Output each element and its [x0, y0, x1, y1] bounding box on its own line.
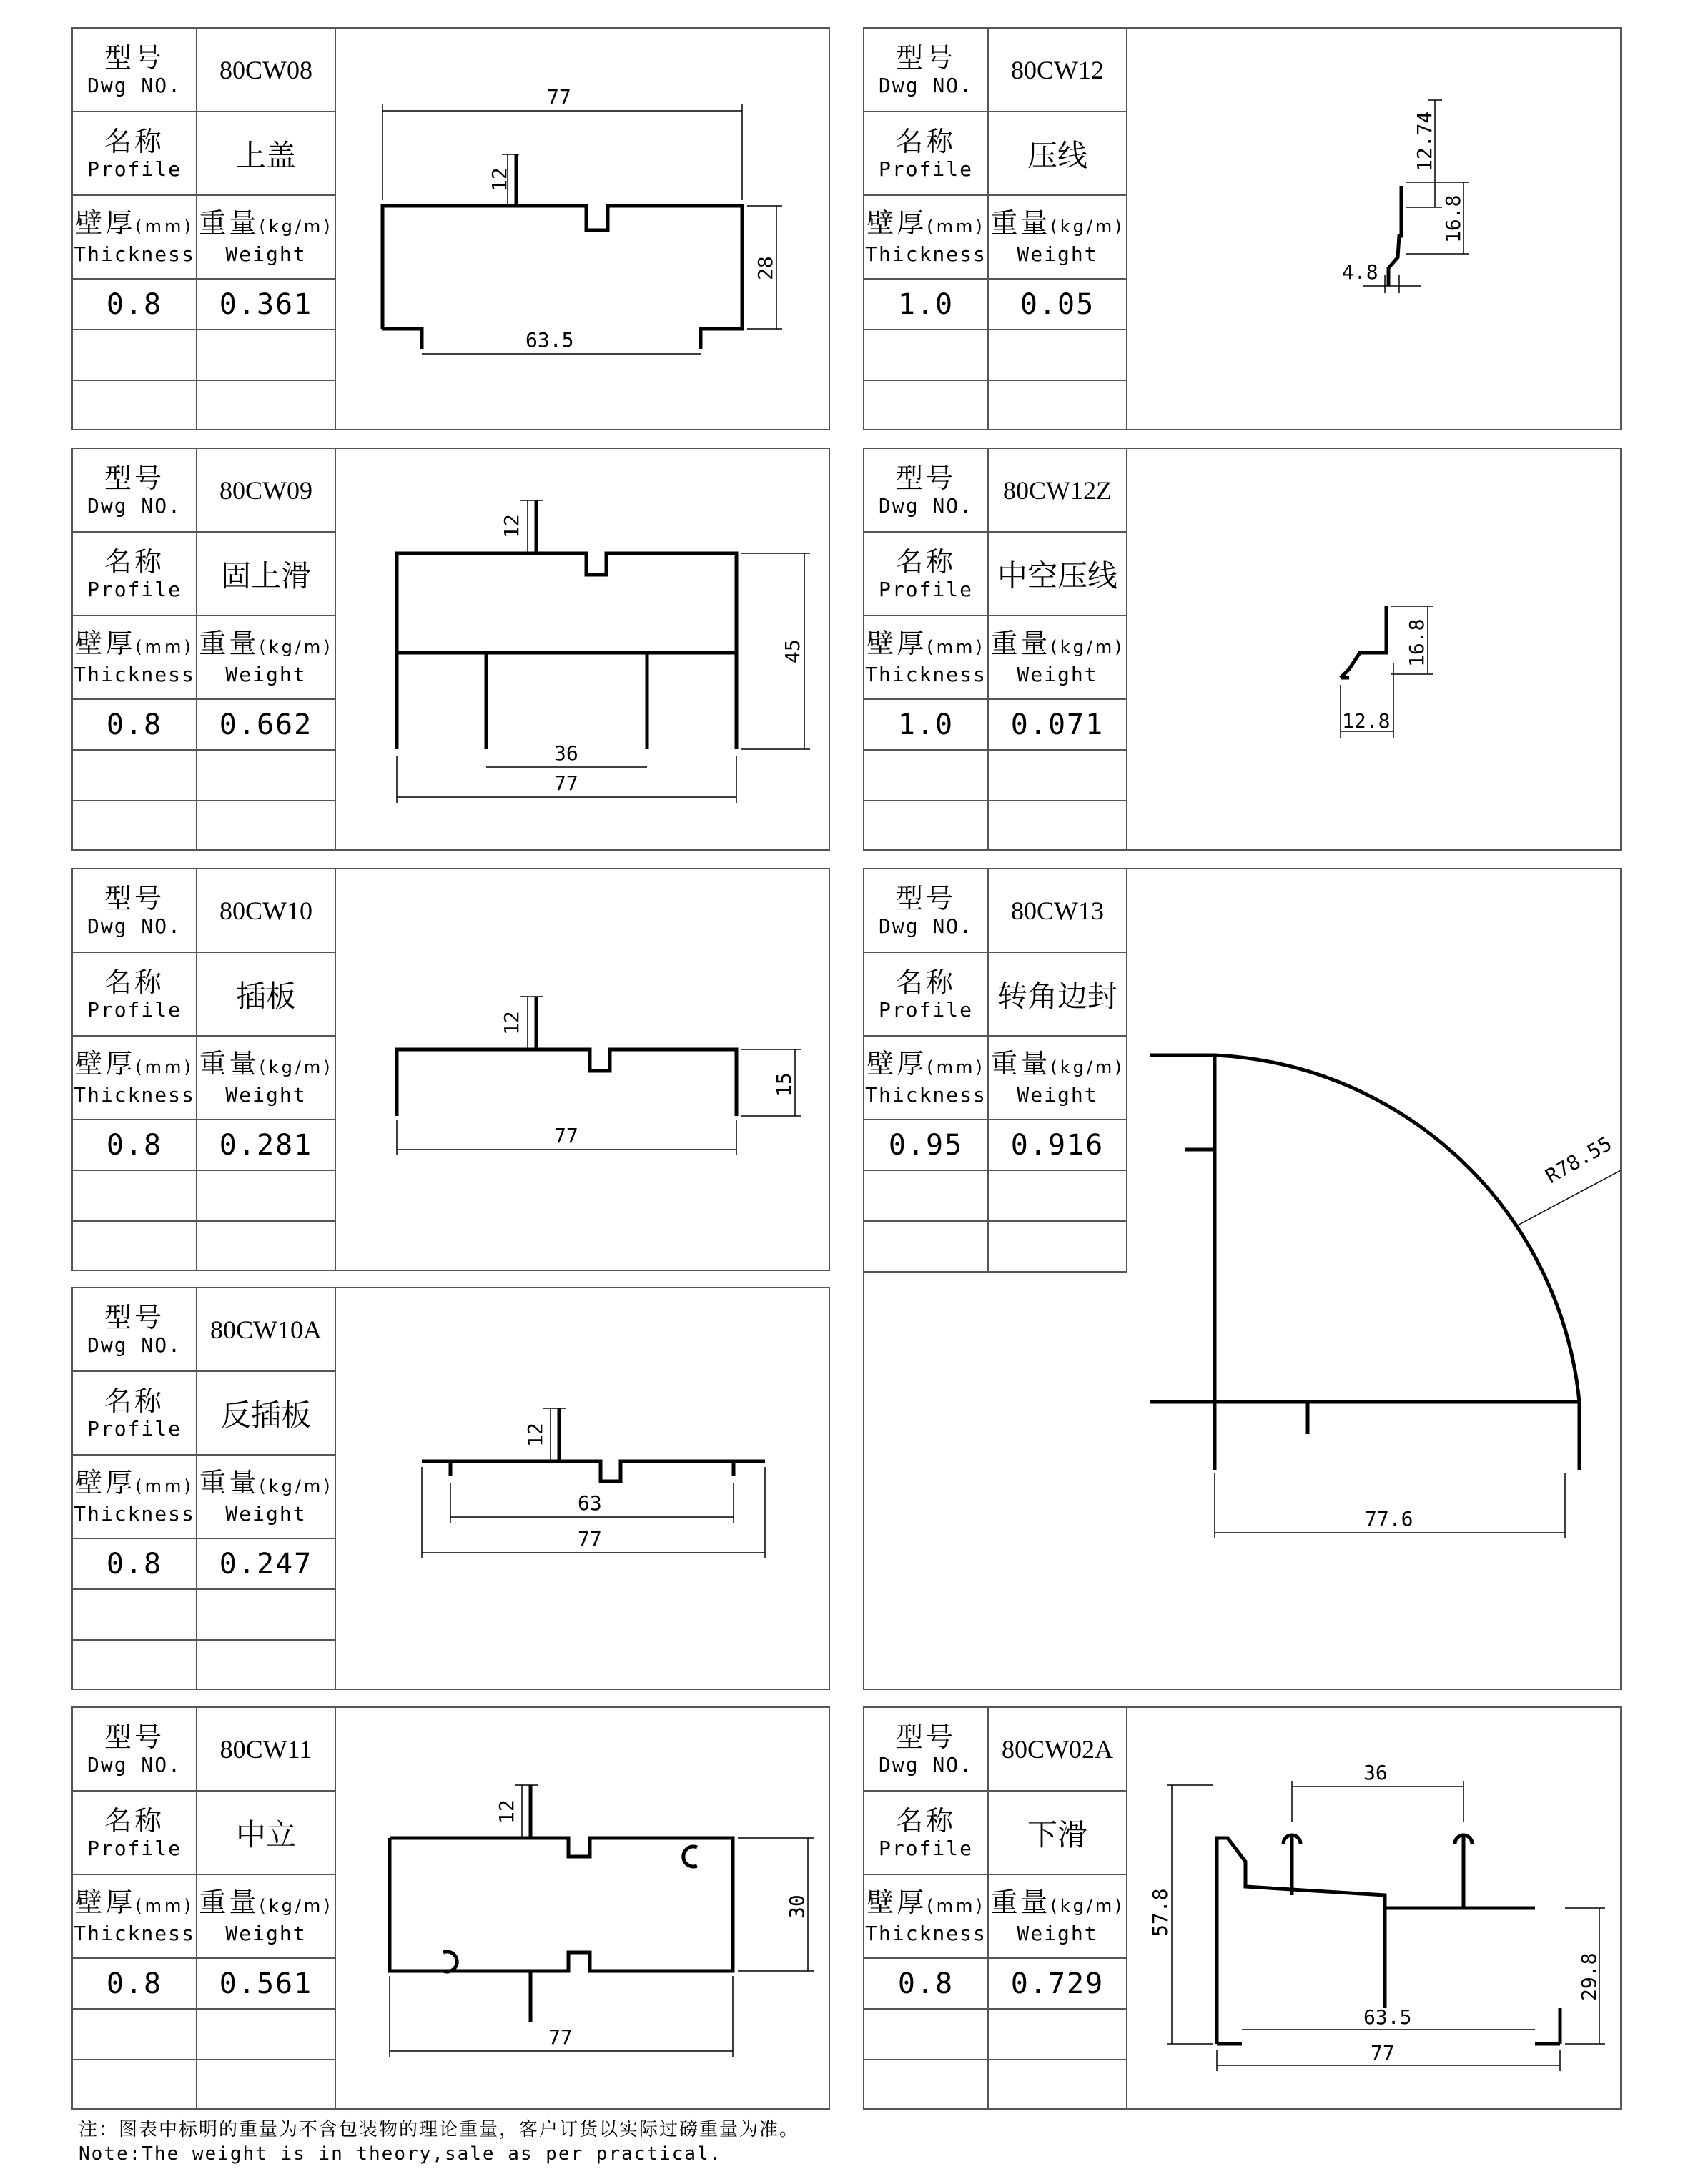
weight-value: 0.281 [197, 1120, 335, 1171]
empty-cell [989, 330, 1126, 381]
dim-fin: 12 [500, 1011, 523, 1035]
profile-label: 名称 Profile [73, 1372, 197, 1456]
dim-height: 16.8 [1441, 194, 1465, 243]
dwg-number: 80CW11 [197, 1708, 335, 1792]
spec-table [864, 1708, 1127, 2108]
dim-height: 15 [772, 1072, 796, 1097]
dim-width: 77 [1371, 2041, 1395, 2065]
dim-radius: R78.55 [1541, 1131, 1616, 1189]
profile-panel-80cw08 [71, 27, 830, 430]
dwg-number: 80CW12Z [989, 449, 1126, 533]
dim-foot: 4.8 [1342, 260, 1378, 284]
dim-width: 77 [547, 85, 571, 109]
empty-cell [73, 1222, 197, 1271]
weight-label: 重量(kg/m) Weight [989, 1875, 1126, 1959]
dwg-label: 型号 Dwg NO. [73, 869, 197, 953]
dim-inner: 63.5 [1363, 2005, 1412, 2029]
weight-label: 重量(kg/m) Weight [989, 1037, 1126, 1120]
weight-value: 0.662 [197, 700, 335, 751]
empty-cell [73, 2010, 197, 2060]
profile-name: 上盖 [197, 112, 335, 196]
spec-table [73, 29, 336, 429]
spec-table [864, 449, 1127, 849]
weight-value: 0.916 [989, 1120, 1126, 1171]
weight-value: 0.05 [989, 280, 1126, 330]
profile-label: 名称 Profile [73, 1792, 197, 1875]
profile-drawing [336, 1708, 829, 2108]
thickness-value: 0.8 [73, 1959, 197, 2010]
profile-name: 转角边封 [989, 953, 1126, 1037]
spec-table [73, 449, 336, 849]
dwg-number: 80CW13 [989, 869, 1126, 953]
empty-cell [864, 751, 989, 801]
thickness-value: 1.0 [864, 280, 989, 330]
profile-label: 名称 Profile [73, 533, 197, 616]
dwg-number: 80CW08 [197, 29, 335, 112]
profile-name: 中立 [197, 1792, 335, 1875]
weight-value: 0.561 [197, 1959, 335, 2010]
empty-cell [989, 751, 1126, 801]
profile-drawing [864, 869, 1620, 1689]
thickness-label: 壁厚(mm) Thickness [864, 1037, 989, 1120]
dwg-label: 型号 Dwg NO. [864, 449, 989, 533]
dim-width: 12.8 [1342, 709, 1391, 733]
dim-fin: 12 [500, 514, 523, 538]
dim-width: 77 [554, 771, 578, 795]
profile-label: 名称 Profile [73, 953, 197, 1037]
empty-cell [197, 1590, 335, 1641]
dwg-label: 型号 Dwg NO. [73, 449, 197, 533]
weight-label: 重量(kg/m) Weight [989, 196, 1126, 280]
profile-panel-80cw11 [71, 1706, 830, 2110]
thickness-label: 壁厚(mm) Thickness [73, 616, 197, 700]
dim-fin: 12 [523, 1423, 547, 1447]
thickness-label: 壁厚(mm) Thickness [864, 196, 989, 280]
profile-panel-80cw10 [71, 868, 830, 1271]
weight-label: 重量(kg/m) Weight [197, 196, 335, 280]
dim-inner: 63 [578, 1491, 602, 1515]
thickness-value: 0.8 [73, 1539, 197, 1590]
weight-label: 重量(kg/m) Weight [197, 1037, 335, 1120]
dwg-number: 80CW12 [989, 29, 1126, 112]
thickness-label: 壁厚(mm) Thickness [73, 1037, 197, 1120]
profile-drawing [1127, 449, 1621, 849]
thickness-value: 0.8 [73, 1120, 197, 1171]
dim-width: 77 [578, 1527, 602, 1551]
profile-drawing [1127, 29, 1621, 429]
empty-cell [197, 1171, 335, 1222]
spec-table [864, 29, 1127, 429]
dim-top: 12.74 [1413, 111, 1436, 172]
profile-label: 名称 Profile [73, 112, 197, 196]
empty-cell [73, 751, 197, 801]
spec-table [73, 869, 336, 1270]
thickness-label: 壁厚(mm) Thickness [73, 1875, 197, 1959]
profile-label: 名称 Profile [864, 112, 989, 196]
empty-cell [989, 2060, 1126, 2110]
dwg-number: 80CW10A [197, 1288, 335, 1372]
dim-height: 30 [785, 1894, 809, 1919]
dwg-label: 型号 Dwg NO. [864, 869, 989, 953]
empty-cell [864, 381, 989, 430]
empty-cell [197, 2060, 335, 2110]
profile-name: 插板 [197, 953, 335, 1037]
weight-label: 重量(kg/m) Weight [197, 1875, 335, 1959]
profile-name: 固上滑 [197, 533, 335, 616]
dwg-number: 80CW02A [989, 1708, 1126, 1792]
empty-cell [989, 801, 1126, 851]
profile-panel-80cw13 [863, 868, 1622, 1690]
empty-cell [73, 330, 197, 381]
thickness-value: 1.0 [864, 700, 989, 751]
profile-panel-80cw12z [863, 448, 1622, 851]
empty-cell [864, 2010, 989, 2060]
dim-height: 28 [754, 256, 777, 280]
dwg-label: 型号 Dwg NO. [864, 1708, 989, 1792]
dwg-label: 型号 Dwg NO. [73, 1288, 197, 1372]
profile-label: 名称 Profile [864, 953, 989, 1037]
empty-cell [197, 1641, 335, 1690]
empty-cell [197, 1222, 335, 1271]
profile-drawing [336, 1288, 829, 1689]
profile-panel-80cw02a [863, 1706, 1622, 2110]
profile-name: 下滑 [989, 1792, 1126, 1875]
spec-table [73, 1288, 336, 1689]
dwg-number: 80CW10 [197, 869, 335, 953]
empty-cell [197, 801, 335, 851]
dim-inner: 36 [554, 741, 578, 765]
weight-value: 0.729 [989, 1959, 1126, 2010]
weight-value: 0.247 [197, 1539, 335, 1590]
profile-panel-80cw09 [71, 448, 830, 851]
thickness-label: 壁厚(mm) Thickness [73, 196, 197, 280]
dim-inner: 63.5 [525, 328, 574, 352]
profile-drawing [1127, 1708, 1621, 2108]
dim-height: 45 [781, 639, 804, 663]
profile-panel-80cw10a [71, 1287, 830, 1690]
thickness-value: 0.8 [73, 280, 197, 330]
thickness-value: 0.95 [864, 1120, 989, 1171]
empty-cell [864, 2060, 989, 2110]
empty-cell [73, 1590, 197, 1641]
profile-drawing [336, 449, 829, 849]
dim-fin: 12 [488, 167, 511, 192]
footer-note-zh: 注：图表中标明的重量为不含包装物的理论重量，客户订货以实际过磅重量为准。 [79, 2119, 800, 2140]
dwg-number: 80CW09 [197, 449, 335, 533]
empty-cell [989, 2010, 1126, 2060]
empty-cell [73, 1171, 197, 1222]
dim-width: 77 [548, 2025, 573, 2049]
profile-panel-80cw12 [863, 27, 1622, 430]
profile-drawing [336, 29, 829, 429]
dim-height: 57.8 [1148, 1888, 1172, 1937]
profile-name: 反插板 [197, 1372, 335, 1456]
empty-cell [73, 1641, 197, 1690]
weight-value: 0.071 [989, 700, 1126, 751]
dwg-label: 型号 Dwg NO. [73, 29, 197, 112]
thickness-label: 壁厚(mm) Thickness [864, 1875, 989, 1959]
empty-cell [864, 801, 989, 851]
weight-label: 重量(kg/m) Weight [197, 616, 335, 700]
empty-cell [197, 381, 335, 430]
empty-cell [864, 330, 989, 381]
dwg-label: 型号 Dwg NO. [864, 29, 989, 112]
profile-name: 中空压线 [989, 533, 1126, 616]
dim-width: 77.6 [1365, 1507, 1413, 1531]
empty-cell [73, 801, 197, 851]
footer-note-en: Note:The weight is in theory,sale as per practical. [79, 2143, 723, 2165]
dwg-label: 型号 Dwg NO. [73, 1708, 197, 1792]
profile-label: 名称 Profile [864, 1792, 989, 1875]
profile-label: 名称 Profile [864, 533, 989, 616]
dim-right: 29.8 [1577, 1952, 1601, 2001]
spec-table [73, 1708, 336, 2108]
dim-fin: 12 [495, 1799, 518, 1824]
profile-drawing [336, 869, 829, 1270]
weight-label: 重量(kg/m) Weight [989, 616, 1126, 700]
empty-cell [73, 381, 197, 430]
weight-value: 0.361 [197, 280, 335, 330]
thickness-value: 0.8 [73, 700, 197, 751]
empty-cell [73, 2060, 197, 2110]
dim-top: 36 [1363, 1761, 1388, 1784]
dim-height: 16.8 [1405, 618, 1428, 667]
dim-width: 77 [554, 1124, 578, 1147]
thickness-value: 0.8 [864, 1959, 989, 2010]
weight-label: 重量(kg/m) Weight [197, 1456, 335, 1539]
empty-cell [197, 751, 335, 801]
empty-cell [989, 381, 1126, 430]
empty-cell [197, 330, 335, 381]
thickness-label: 壁厚(mm) Thickness [864, 616, 989, 700]
thickness-label: 壁厚(mm) Thickness [73, 1456, 197, 1539]
profile-name: 压线 [989, 112, 1126, 196]
empty-cell [197, 2010, 335, 2060]
